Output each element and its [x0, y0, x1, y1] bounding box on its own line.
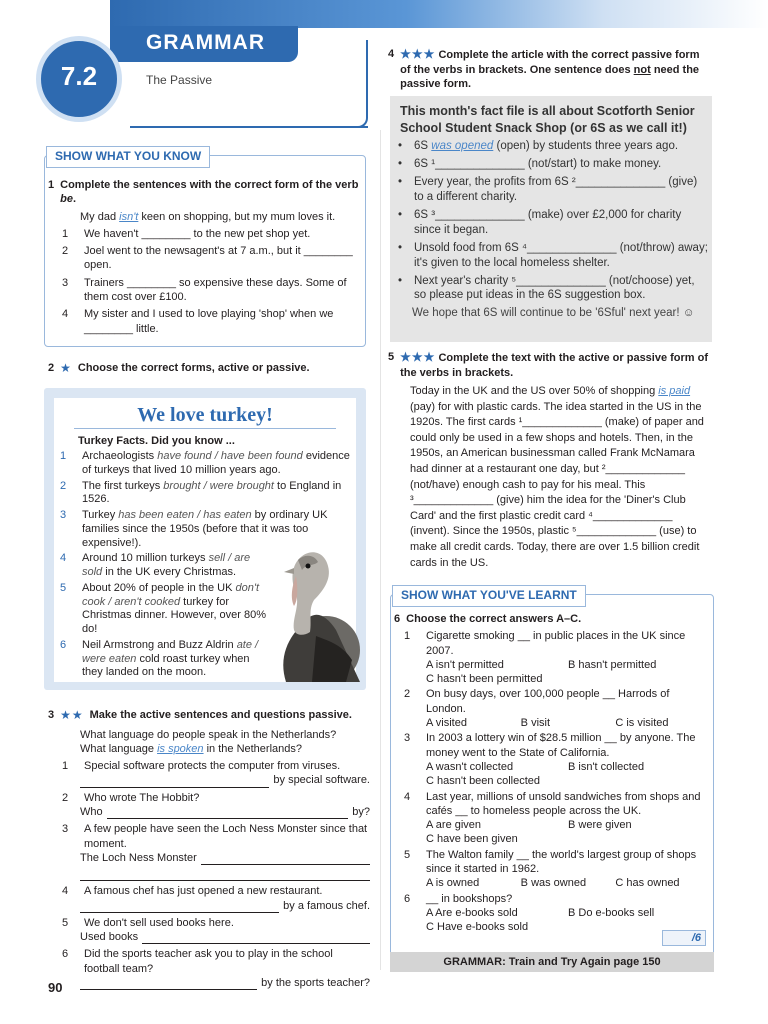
fact-number: 4: [60, 552, 67, 565]
fact-text: Around 10 million turkeys: [82, 552, 209, 565]
answer-blank[interactable]: [142, 934, 370, 944]
unit-number: 7.2: [60, 61, 98, 91]
item-question: In 2003 a lottery win of $28.5 million __ by anyone. The money went to the State of California.: [426, 732, 696, 759]
fact-options[interactable]: have found / have been found: [157, 450, 303, 462]
ex6-items: [394, 629, 710, 934]
grammar-footer-link[interactable]: GRAMMAR: Train and Try Again page 150: [443, 956, 661, 968]
ex4-item-text: Unsold food from 6S ⁴______________ (not/throw) away; it's given to the local homeless shelter.: [414, 241, 708, 269]
fact-number: 6: [60, 638, 67, 651]
item-number: 5: [62, 916, 69, 929]
ex1-item: [48, 307, 362, 336]
ex2-heading: 2 ★ Choose the correct forms, active or passive.: [48, 361, 310, 375]
turkey-intro: Turkey Facts. Did you know ...: [78, 435, 235, 447]
fact-number: 3: [60, 509, 67, 521]
choice-a[interactable]: A visited: [426, 717, 467, 730]
show-what-youve-learnt-label-visible: SHOW WHAT YOU'VE LEARNT: [392, 585, 586, 607]
turkey-title: We love turkey!: [137, 404, 273, 426]
fact-text: in the UK every Christmas.: [102, 566, 237, 578]
fact-options[interactable]: brought / were brought: [163, 479, 274, 492]
ex4-item-text: 6S ³______________ (make) over £2,000 for charity since it began.: [414, 208, 682, 236]
choice-b[interactable]: B Do e-books sell: [568, 906, 655, 919]
ex4-item: [398, 175, 708, 205]
answer-end: by the sports teacher?: [261, 977, 370, 990]
item-text: Trainers ________ so expensive these days. Some of them cost over £100.: [84, 276, 347, 304]
item-number: 4: [404, 790, 411, 803]
answer-start: Who: [80, 806, 103, 819]
ex6-item: [394, 731, 710, 788]
ex5-text: Today in the UK and the US over 50% of shopping is paid (pay) for with plastic cards. The idea started in the US in the 1920s. The first cards ¹_____________ (make) of paper and could only be used in a few shops and hotels. Then, in the 1950s, an American businessman called Frank McNamara had dinner at a restaurant one day, but ²_____________ (not/have) enough cash to pay for his meal. This ³_____________ (give) him the idea for the 'Diner's Club Card' and the first plastic credit card ⁴_____________ (invent). Since the 1950s, plastic ⁵_____________ (use) to make all credit cards. Today, there are over 1.5 billion credit cards in the US.: [410, 384, 704, 569]
item-number: 3: [62, 276, 69, 289]
item-question: Cigarette smoking __ in public places in the UK since 2007.: [426, 630, 686, 657]
fact-text: turkey for Christmas dinner. However, over 80% do!: [82, 595, 267, 635]
turkey-fact: [60, 480, 360, 508]
choice-c[interactable]: C has owned: [615, 877, 680, 890]
answer-blank[interactable]: [80, 980, 257, 990]
ex6-item: [394, 892, 710, 935]
item-number: 4: [62, 308, 69, 321]
choice-a[interactable]: A is owned: [426, 877, 480, 890]
fact-number: 2: [60, 479, 67, 492]
grammar-title: GRAMMAR: [146, 31, 265, 54]
ex3-item: [48, 947, 370, 990]
choice-c[interactable]: C hasn't been collected: [426, 775, 541, 788]
ex1-instruction: 1 Complete the sentences with the correct form of the verb be.: [48, 179, 359, 206]
ex6-item: [394, 790, 710, 847]
ex3-item: [48, 791, 370, 820]
ex1-item: [48, 227, 362, 241]
item-number: 3: [62, 823, 69, 836]
item-question: Who wrote The Hobbit?: [84, 791, 200, 804]
ex3-item: [48, 884, 370, 913]
choice-c[interactable]: C is visited: [615, 717, 669, 730]
answer-blank[interactable]: [80, 903, 279, 913]
ex1: [48, 178, 362, 336]
item-text: Joel went to the newsagent's at 7 a.m., but it ________ open.: [84, 245, 353, 272]
ex3-heading: 3 ★★ Make the active sentences and questions passive.: [48, 708, 352, 722]
turkey-title-underline: [74, 428, 336, 429]
ex4-item-text: 6S ¹______________ (not/start) to make money.: [414, 157, 662, 170]
ex6-item: [394, 687, 710, 730]
answer-start: Used books: [80, 931, 139, 944]
item-text: We haven't ________ to the new pet shop yet.: [84, 227, 311, 240]
choice-c[interactable]: C Have e-books sold: [426, 921, 529, 934]
answer-line[interactable]: [48, 805, 370, 819]
choice-a[interactable]: A Are e-books sold: [426, 906, 518, 919]
fact-text: by ordinary UK families since the 1950s (before that it was too expensive!).: [82, 509, 328, 549]
choice-c[interactable]: C hasn't been permitted: [426, 673, 543, 686]
page-number: 90: [48, 980, 63, 995]
choice-c[interactable]: C have been given: [426, 833, 518, 846]
fact-text: to England in 1526.: [82, 479, 342, 506]
ex1-item: [48, 276, 362, 305]
fact-options[interactable]: sell / are sold: [82, 552, 251, 578]
ex4-footer: We hope that 6S will continue to be '6Sful' next year! ☺: [412, 307, 695, 320]
column-divider: [380, 130, 381, 970]
answer-blank[interactable]: [107, 809, 349, 819]
fact-text: cold roast turkey when they landed on the moon.: [82, 652, 250, 679]
choice-a[interactable]: A wasn't collected: [426, 760, 514, 773]
item-number: 1: [62, 760, 69, 773]
answer-line[interactable]: [48, 773, 370, 787]
item-question: On busy days, over 100,000 people __ Harrods of London.: [426, 688, 670, 715]
item-number: 6: [404, 892, 411, 905]
answer-blank[interactable]: [201, 855, 370, 865]
ex3-example-a: What language is spoken in the Netherlands?: [80, 742, 302, 755]
fact-text: About 20% of people in the UK: [82, 581, 236, 594]
bullet: •: [398, 157, 403, 170]
ex4-item: [398, 241, 708, 271]
answer-end: by a famous chef.: [283, 899, 370, 912]
item-number: 2: [62, 245, 69, 258]
item-number: 4: [62, 885, 69, 898]
answer-line[interactable]: [48, 930, 370, 944]
ex1-item: [48, 244, 362, 273]
fact-options[interactable]: don't cook / aren't cooked: [82, 581, 260, 608]
ex4-item: [398, 274, 708, 304]
answer-blank[interactable]: [80, 778, 269, 788]
bullet: •: [398, 241, 403, 254]
answer-end: by special software.: [273, 774, 370, 787]
item-question: Special software protects the computer from viruses.: [84, 760, 341, 773]
ex4-item-text: Next year's charity ⁵______________ (not/choose) yet, so please put ideas in the 6S suggestion box.: [414, 274, 695, 302]
turkey-fact: [60, 450, 360, 478]
answer-line[interactable]: [48, 851, 370, 865]
fact-text: Turkey: [82, 509, 119, 521]
choice-b[interactable]: B were given: [568, 819, 632, 832]
bullet: •: [398, 175, 403, 188]
item-question: A few people have seen the Loch Ness Monster since that moment.: [84, 823, 368, 850]
item-number: 2: [404, 688, 411, 701]
answer-line[interactable]: [48, 899, 370, 913]
ex1-items: [48, 227, 362, 336]
item-number: 6: [62, 948, 69, 961]
ex3-item: [48, 759, 370, 788]
bullet: •: [398, 274, 403, 287]
ex4-item: [398, 157, 708, 172]
item-question: Last year, millions of unsold sandwiches from shops and cafés __ to homeless people across the UK.: [426, 790, 701, 817]
item-question: The Walton family __ the world's largest group of shops since it started in 1962.: [426, 848, 697, 876]
answer-end: by?: [352, 806, 370, 819]
fact-number: 5: [60, 581, 67, 594]
header-band: [110, 0, 768, 28]
choice-a[interactable]: A are given: [426, 819, 482, 832]
ex3-item: [48, 822, 370, 881]
fact-text: Archaeologists: [82, 450, 158, 462]
ex4-example: • 6S was opened (open) by students three years ago.: [398, 140, 679, 152]
answer-line[interactable]: [48, 976, 370, 990]
ex1-example: My dad isn't keen on shopping, but my mum loves it.: [80, 210, 336, 223]
show-what-you-know-label: SHOW WHAT YOU KNOW: [46, 146, 210, 168]
ex6-score: /6: [662, 930, 706, 946]
choice-b[interactable]: B was owned: [520, 877, 587, 890]
ex3-example-q: What language do people speak in the Netherlands?: [80, 728, 337, 741]
fact-number: 1: [60, 450, 67, 462]
bullet: •: [398, 208, 403, 221]
ex4-box-title: This month's fact file is all about Scotforth Senior School Student Snack Shop (or 6S as we call it!): [400, 104, 695, 135]
item-number: 2: [62, 791, 69, 804]
ex6: [394, 612, 710, 935]
fact-options[interactable]: ate / were eaten: [82, 638, 259, 665]
choice-b[interactable]: B hasn't permitted: [568, 658, 657, 671]
ex3: [48, 708, 370, 990]
ex4-box-content: [398, 139, 708, 321]
item-question: __ in bookshops?: [426, 892, 513, 905]
choice-b[interactable]: B isn't collected: [568, 760, 645, 773]
ex4-items: [398, 157, 708, 303]
item-number: 5: [404, 848, 411, 861]
fact-text: The first turkeys: [82, 479, 164, 492]
item-number: 1: [404, 630, 411, 643]
answer-blank-extra[interactable]: [48, 871, 370, 881]
header-divider: [130, 126, 368, 128]
item-number: 3: [404, 732, 411, 745]
item-text: My sister and I used to love playing 'shop' when we ________ little.: [84, 308, 334, 335]
ex3-items: [48, 759, 370, 990]
fact-text: Neil Armstrong and Buzz Aldrin: [82, 638, 237, 651]
ex3-item: [48, 916, 370, 945]
header-divider-corner: [358, 40, 368, 128]
item-question: A famous chef has just opened a new restaurant.: [84, 885, 323, 898]
fact-text: evidence of turkeys that lived 10 million years ago.: [82, 450, 350, 476]
page-subtitle: The Passive: [146, 73, 213, 87]
ex6-item: [394, 848, 710, 891]
fact-options[interactable]: has been eaten / has eaten: [118, 509, 252, 521]
choice-b[interactable]: B visit: [520, 717, 551, 730]
turkey-image: [256, 540, 360, 682]
ex6-item: [394, 629, 710, 686]
item-question: Did the sports teacher ask you to play in the school football team?: [84, 948, 333, 975]
ex4-heading: 4 ★★★ Complete the article with the correct passive form of the verbs in brackets. One sentence does not need the passive form.: [388, 47, 700, 90]
ex4-item: [398, 208, 708, 238]
ex5: 5 ★★★ Complete the text with the active or passive form of the verbs in brackets. Today in the UK and the US over 50% of shopping is paid (pay) for with plastic cards. The idea started in the US in the 1920s. The first cards ¹_____________ (make) of paper and could only be used in a few shops and hotels. Then, in the 1950s, an American businessman called Frank McNamara had dinner at a restaurant one day, but ²_____________ (not/have) enough cash to pay for his meal. This ³_____________ (give) him the idea for the 'Diner's Club Card' and the first plastic credit card ⁴_____________ (invent). Since the 1950s, plastic ⁵_____________ (use) to make all credit cards. Today, there are over 1.5 billion credit cards in the US.: [388, 350, 710, 571]
ex6-instruction: 6 Choose the correct answers A–C.: [394, 613, 582, 625]
item-number: 1: [62, 227, 69, 240]
ex4-item-text: Every year, the profits from 6S ²______________ (give) to a different charity.: [414, 175, 698, 203]
item-question: We don't sell used books here.: [84, 916, 234, 929]
answer-start: The Loch Ness Monster: [80, 851, 197, 864]
choice-a[interactable]: A isn't permitted: [426, 658, 504, 671]
